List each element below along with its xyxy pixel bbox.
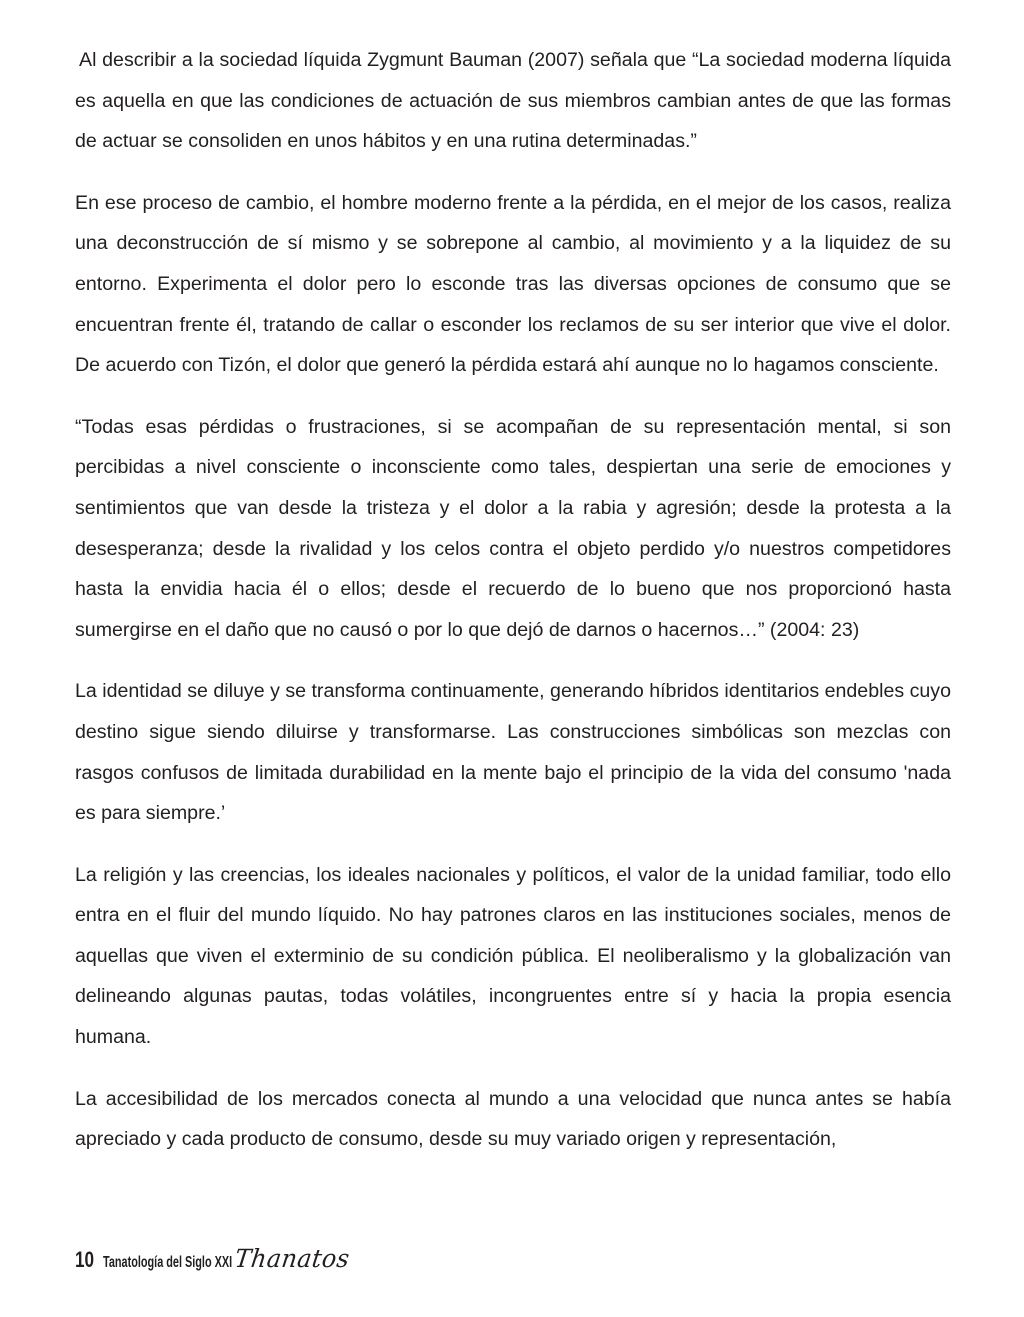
journal-name: Tanatología del Siglo XXI (103, 1254, 233, 1271)
page-number: 10 (75, 1247, 95, 1272)
paragraph-change-process: En ese proceso de cambio, el hombre moderno frente a la pérdida, en el mejor de los casos, realiza una deconstrucción de sí mismo y se sobrepone al cambio, al movimiento y a la liquidez de su entorno. Experimenta el dolor pero lo esconde tras las diversas opciones de consumo que se encuentran frente él, tratando de callar o esconder los reclamos de su ser interior que vive el dolor. De acuerdo con Tizón, el dolor que generó la pérdida estará ahí aunque no lo hagamos consciente. (75, 191, 951, 377)
paragraph-tizon-quote: “Todas esas pérdidas o frustraciones, si se acompañan de su representación mental, si son percibidas a nivel consciente o inconsciente como tales, despiertan una serie de emociones y sentimientos que van desde la tristeza y el dolor a la rabia y agresión; desde la protesta a la desesperanza; desde la rivalidad y los celos contra el objeto perdido y/o nuestros competidores hasta la envidia hacia él o ellos; desde el recuerdo de lo bueno que nos proporcionó hasta sumergirse en el daño que no causó o por lo que dejó de darnos o hacernos…” (2004: 23) (75, 415, 951, 641)
paragraph-identity: La identidad se diluye y se transforma continuamente, generando híbridos identitarios endebles cuyo destino sigue siendo diluirse y transformarse. Las construcciones simbólicas son mezclas con rasgos confusos de limitada durabilidad en la mente bajo el principio de la vida del consumo 'nada es para siempre.’ (75, 680, 951, 825)
paragraph-bauman-quote: Al describir a la sociedad líquida Zygmunt Bauman (2007) señala que “La sociedad moderna líquida es aquella en que las condiciones de actuación de sus miembros cambian antes de que las formas de actuar se consoliden en unos hábitos y en una rutina determinadas.” (75, 49, 951, 153)
paragraph-markets: La accesibilidad de los mercados conecta al mundo a una velocidad que nunca antes se había apreciado y cada producto de consumo, desde su muy variado origen y representación, (75, 1087, 951, 1151)
page-body (75, 40, 951, 1181)
page-footer (75, 1244, 356, 1274)
journal-logo: Thanatos (233, 1244, 352, 1273)
paragraph-religion: La religión y las creencias, los ideales nacionales y políticos, el valor de la unidad familiar, todo ello entra en el fluir del mundo líquido. No hay patrones claros en las instituciones sociales, menos de aquellas que viven el exterminio de su condición pública. El neoliberalismo y la globalización van delineando algunas pautas, todas volátiles, incongruentes entre sí y hacia la propia esencia humana. (75, 863, 951, 1049)
